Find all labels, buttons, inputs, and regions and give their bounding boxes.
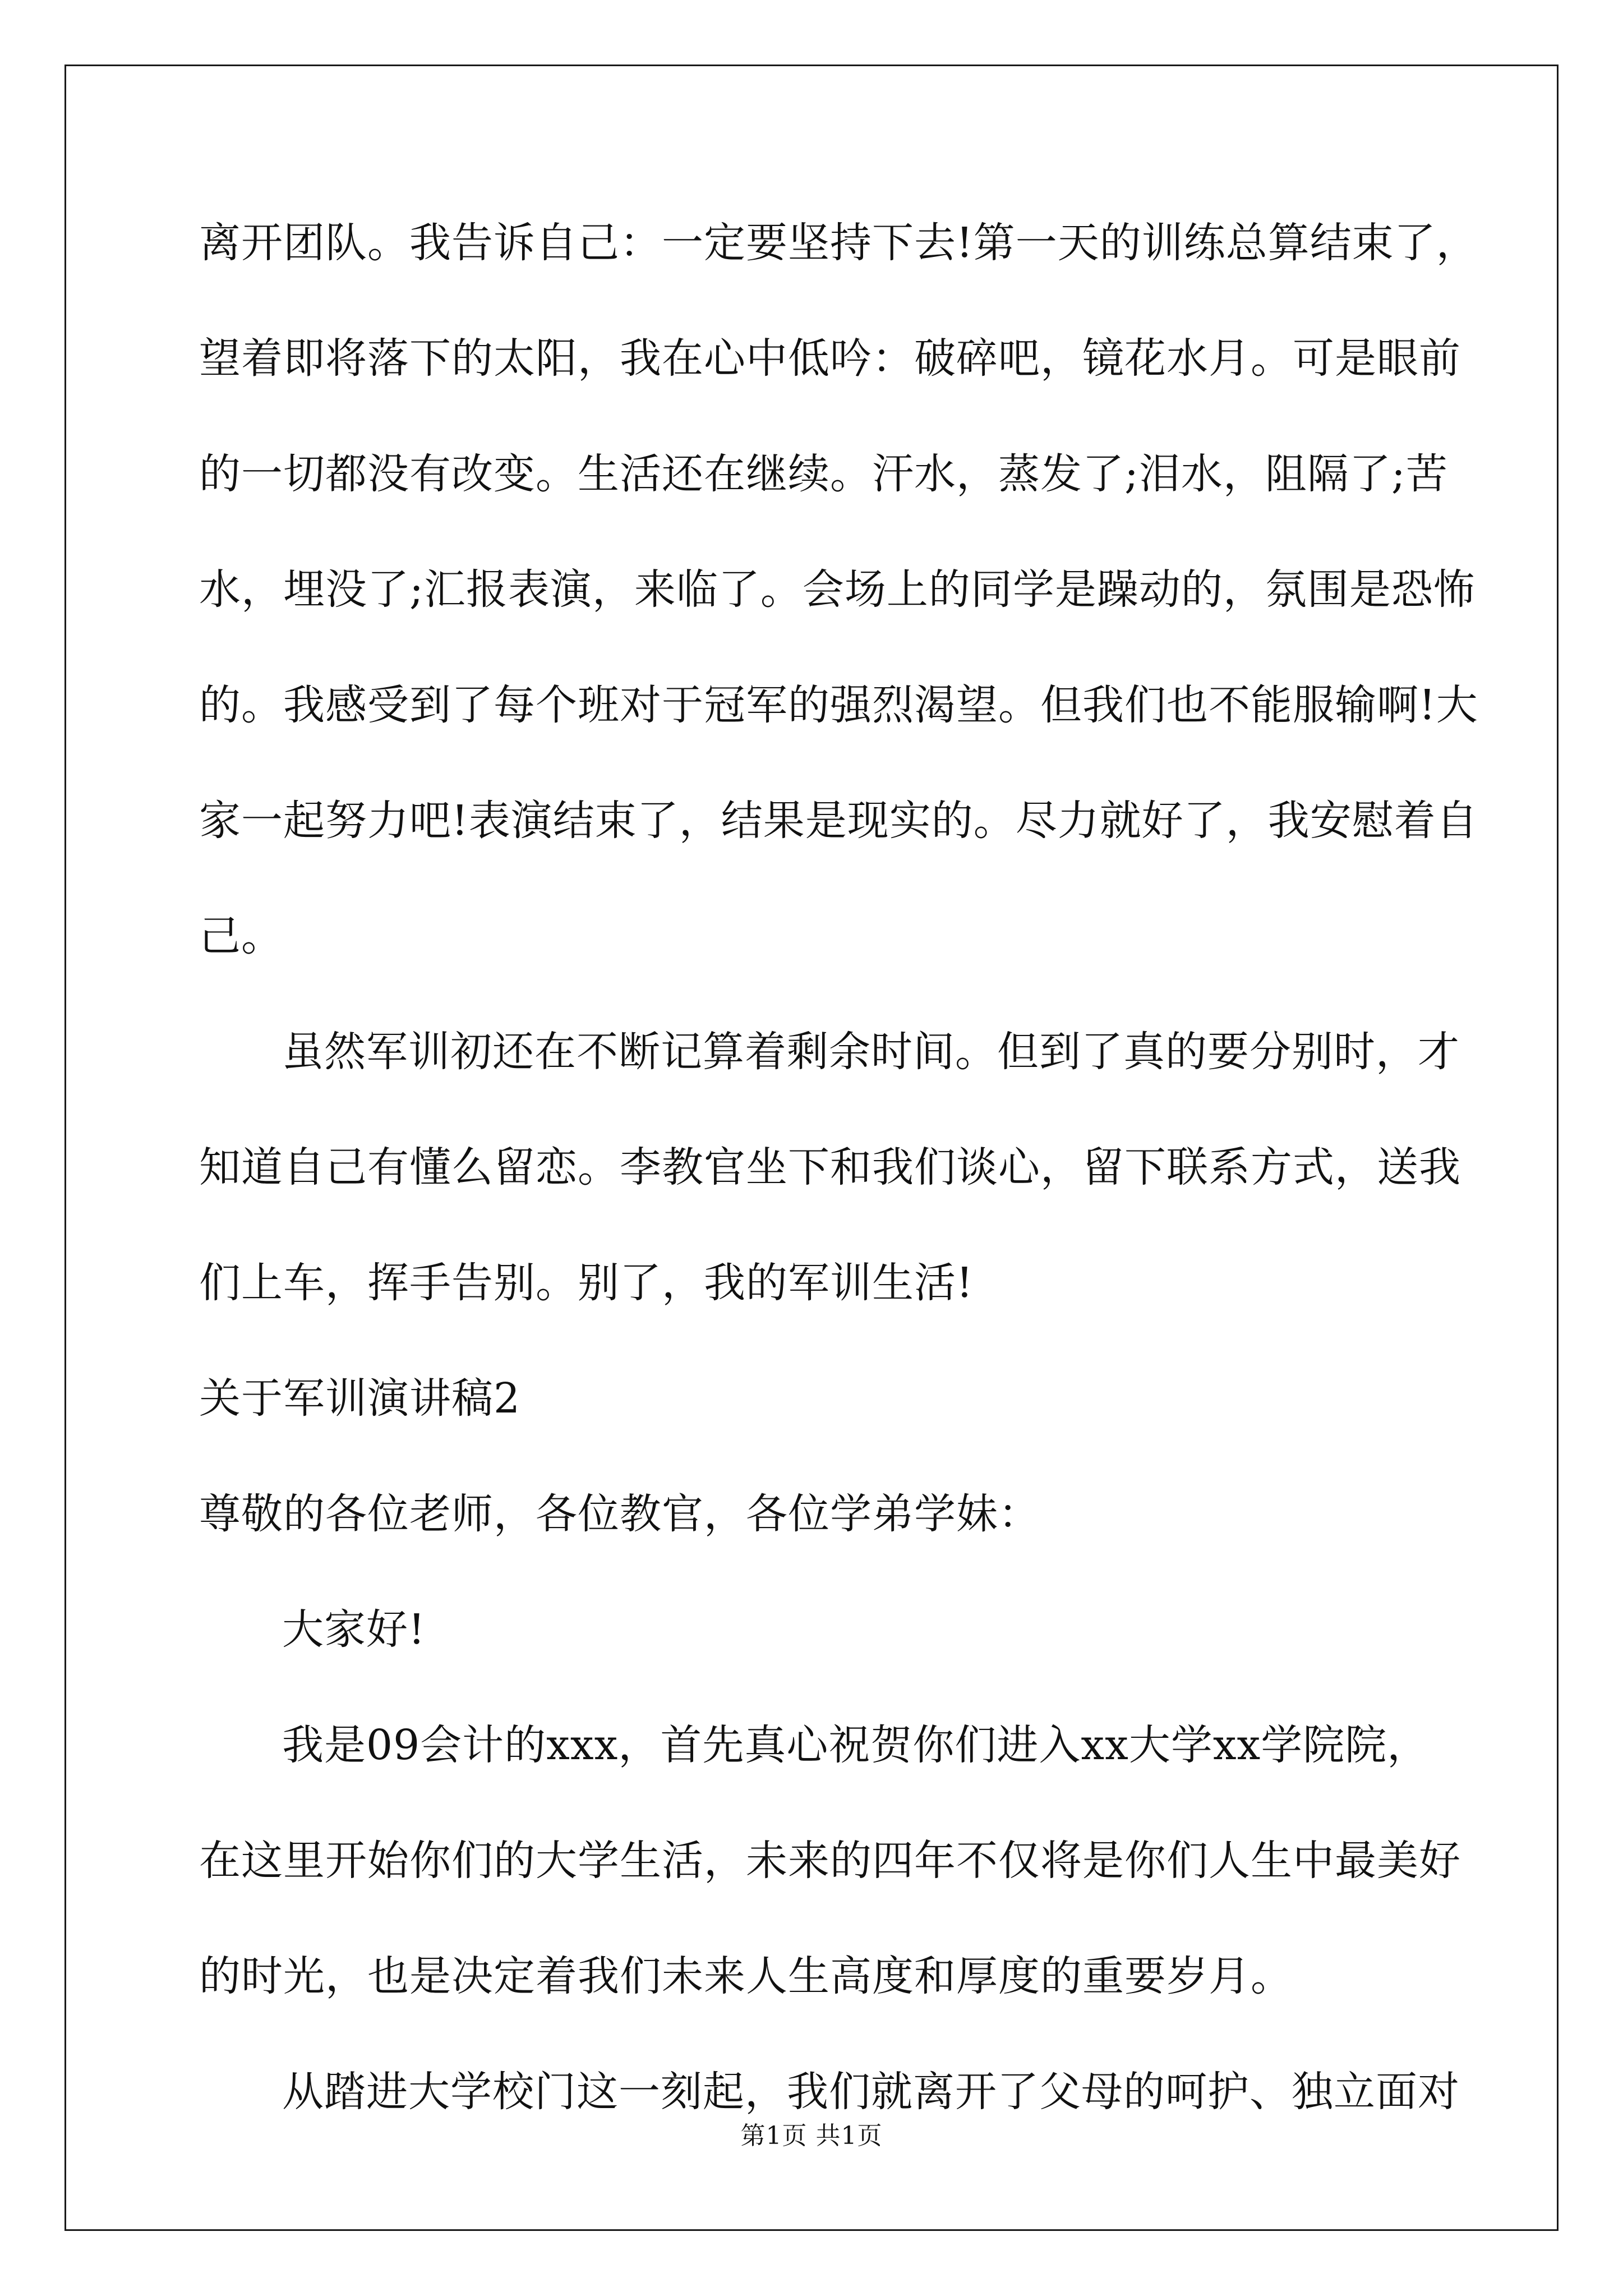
text-line: 知道自己有懂么留恋。李教官坐下和我们谈心，留下联系方式，送我: [199, 1143, 1461, 1191]
salutation: 尊敬的各位老师，各位教官，各位学弟学妹：: [199, 1490, 1040, 1538]
text-line: 离开团队。我告诉自己：一定要坚持下去!第一天的训练总算结束了，: [199, 219, 1478, 267]
text-line: 们上车，挥手告别。别了，我的军训生活!: [199, 1259, 974, 1307]
paragraph-first-line: 虽然军训初还在不断记算着剩余时间。但到了真的要分别时，才: [282, 1028, 1460, 1076]
paragraph-first-line: 我是09会计的xxx，首先真心祝贺你们进入xx大学xx学院院，: [282, 1721, 1430, 1769]
document-body: [199, 185, 1478, 2150]
greeting: 大家好!: [282, 1605, 426, 1654]
text-line: 家一起努力吧!表演结束了，结果是现实的。尽力就好了，我安慰着自: [199, 797, 1478, 845]
text-line: 望着即将落下的太阳，我在心中低吟：破碎吧，镜花水月。可是眼前: [199, 334, 1461, 383]
text-line: 的时光，也是决定着我们未来人生高度和厚度的重要岁月。: [199, 1952, 1293, 2000]
text-line: 己。: [199, 912, 283, 960]
text-line: 的。我感受到了每个班对于冠军的强烈渴望。但我们也不能服输啊!大: [199, 681, 1478, 729]
text-line: 水，埋没了;汇报表演，来临了。会场上的同学是躁动的，氛围是恐怖: [199, 565, 1476, 614]
paragraph-first-line: 从踏进大学校门这一刻起，我们就离开了父母的呵护、独立面对: [282, 2068, 1460, 2116]
text-line: 在这里开始你们的大学生活，未来的四年不仅将是你们人生中最美好: [199, 1837, 1461, 1885]
section-title: 关于军训演讲稿2: [199, 1374, 521, 1423]
text-line: 的一切都没有改变。生活还在继续。汗水，蒸发了;泪水，阻隔了;苦: [199, 450, 1448, 498]
page-footer: 第1页 共1页: [740, 2122, 883, 2150]
